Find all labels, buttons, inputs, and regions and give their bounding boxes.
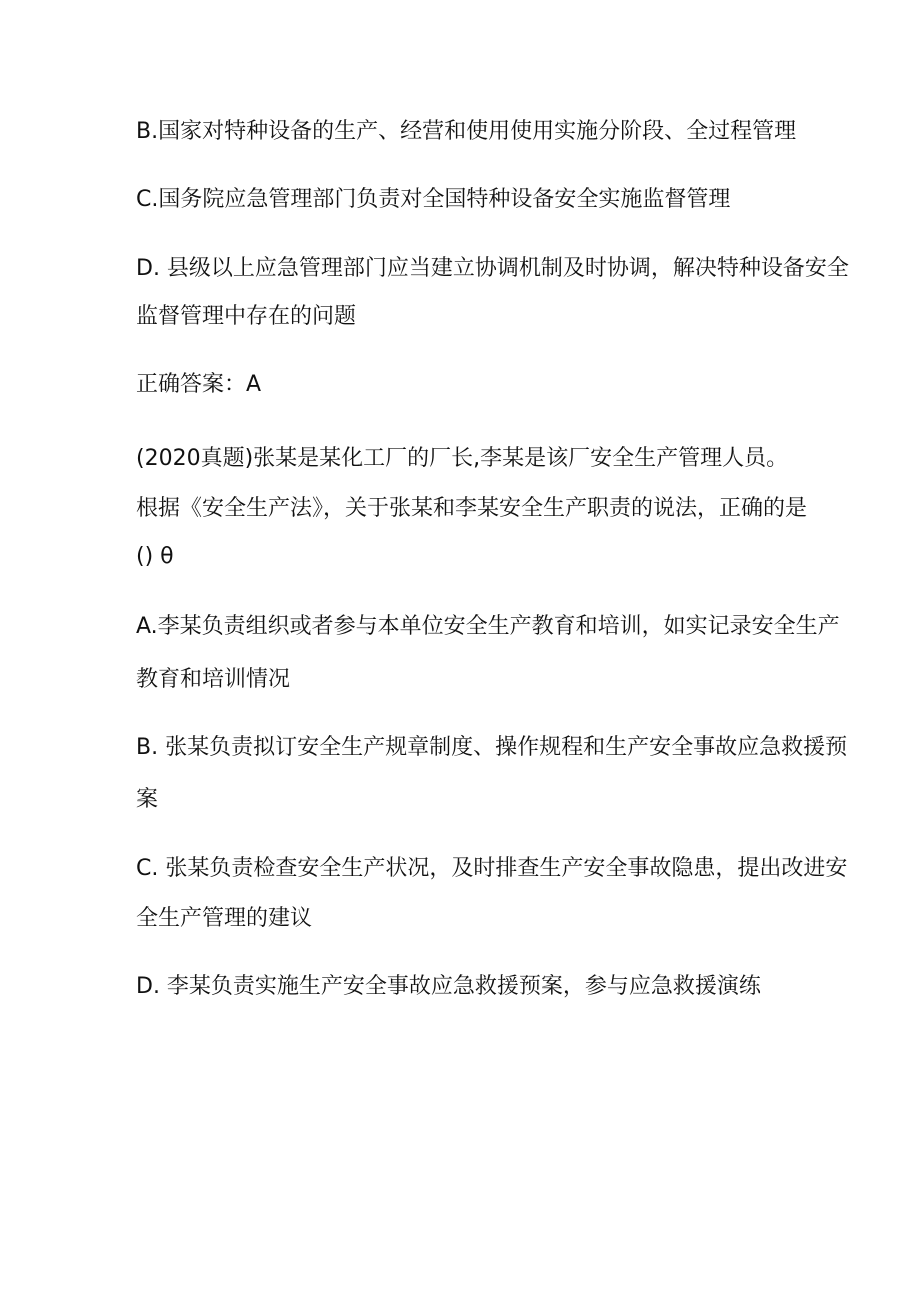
option-c-text: C.国务院应急管理部门负责对全国特种设备安全实施监督管理 [136, 187, 731, 212]
answer-option-b-line-2: 案 [136, 787, 159, 812]
question-text-line-1: (2020真题)张某是某化工厂的厂长,李某是该厂安全生产管理人员。 [136, 446, 789, 471]
answer-option-c-line-1: C. 张某负责检查安全生产状况，及时排查生产安全事故隐患，提出改进安 [136, 856, 848, 881]
option-d-text-line-1: D. 县级以上应急管理部门应当建立协调机制及时协调，解决特种设备安全 [136, 256, 849, 281]
answer-option-c-line-2: 全生产管理的建议 [136, 906, 313, 931]
question-text-line-3: () θ [136, 544, 174, 569]
answer-option-b-line-1: B. 张某负责拟订安全生产规章制度、操作规程和生产安全事故应急救援预 [136, 735, 848, 760]
answer-option-a-line-1: A.李某负责组织或者参与本单位安全生产教育和培训，如实记录安全生产 [136, 614, 840, 639]
question-text-line-2: 根据《安全生产法》，关于张某和李某安全生产职责的说法，正确的是 [136, 496, 808, 521]
answer-option-d: D. 李某负责实施生产安全事故应急救援预案，参与应急救援演练 [136, 974, 761, 999]
correct-answer: 正确答案：A [136, 372, 262, 397]
option-b-text: B.国家对特种设备的生产、经营和使用使用实施分阶段、全过程管理 [136, 119, 797, 144]
answer-option-a-line-2: 教育和培训情况 [136, 667, 291, 692]
option-d-text-line-2: 监督管理中存在的问题 [136, 304, 357, 329]
